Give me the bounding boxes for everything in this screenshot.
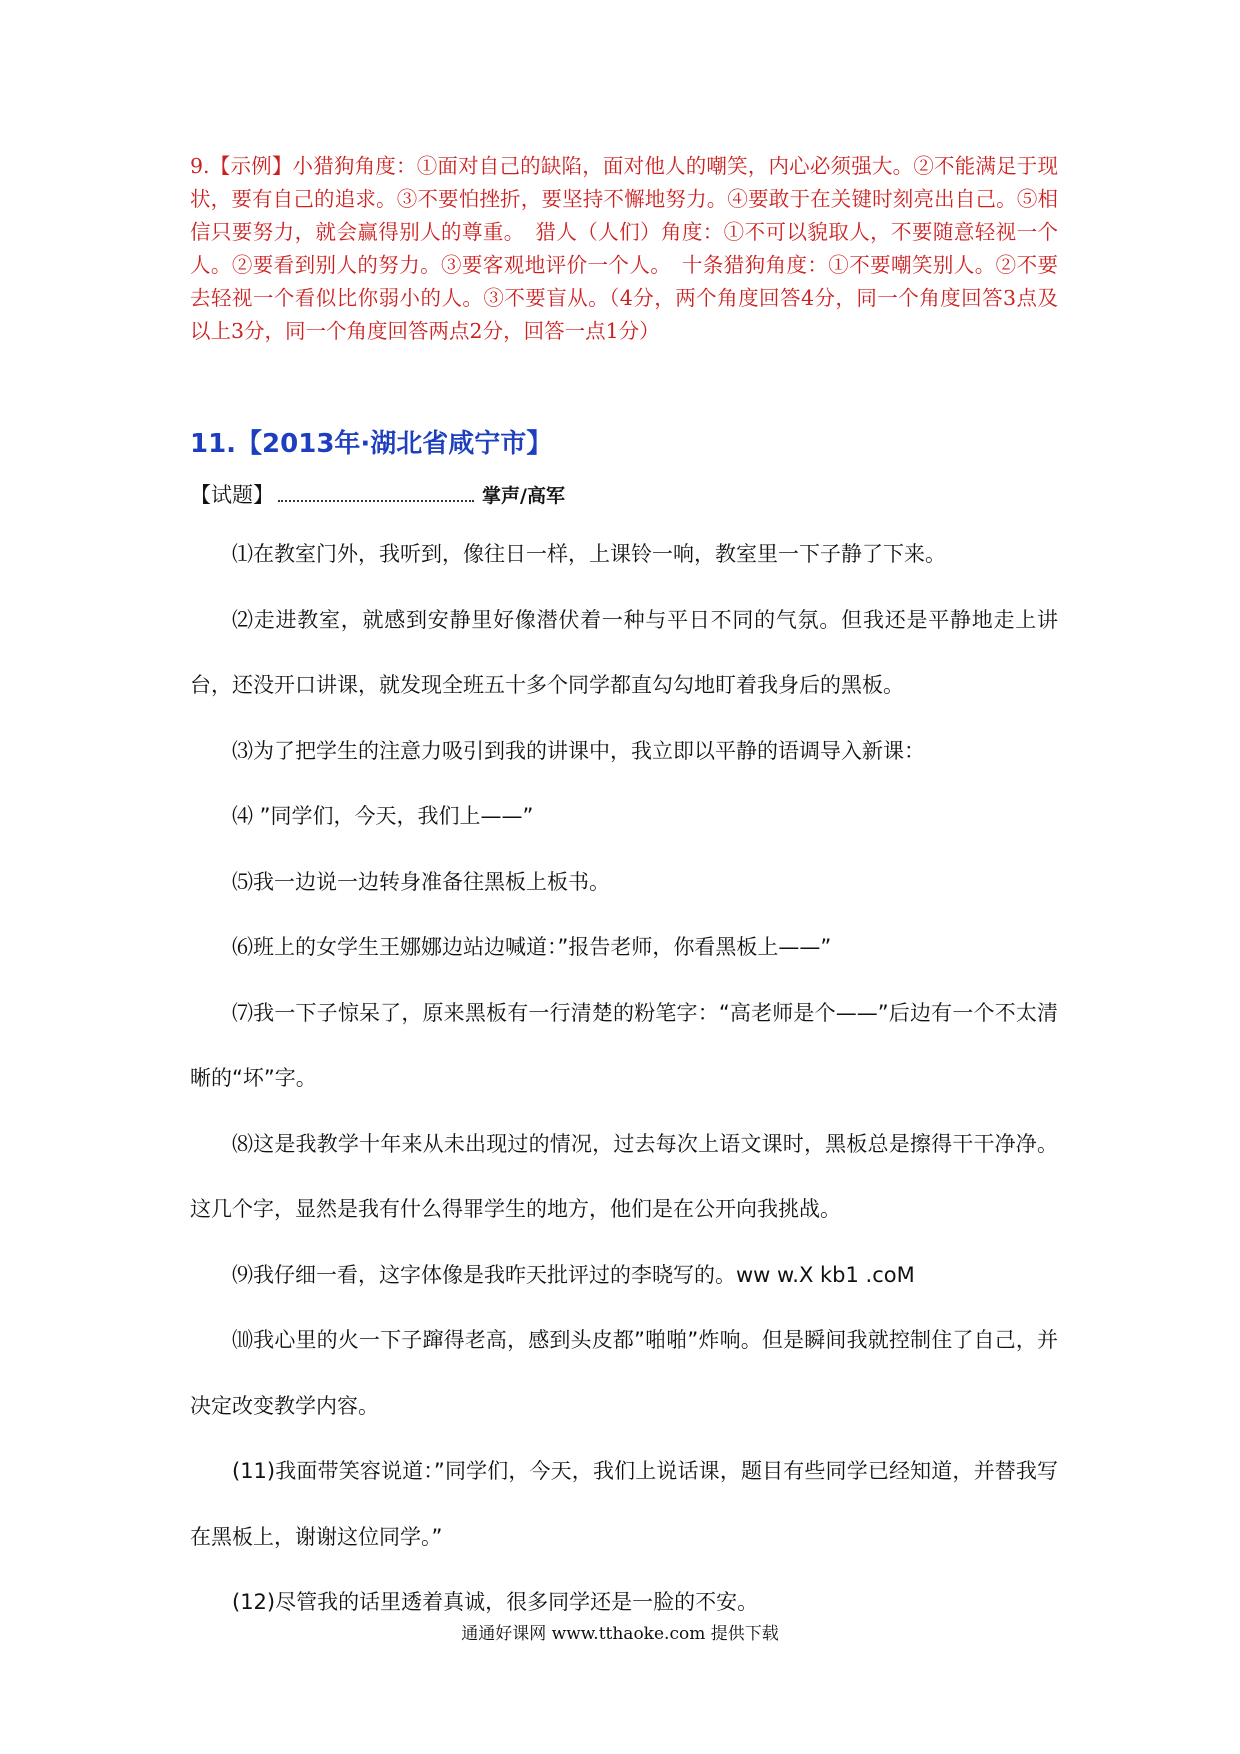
story-paragraph: ⑼我仔细一看，这字体像是我昨天批评过的李晓写的。ww w.X kb1 .coM bbox=[232, 1262, 915, 1287]
story-paragraph: ⑸我一边说一边转身准备往黑板上板书。 bbox=[232, 869, 610, 894]
story-paragraph: (11)我面带笑容说道：”同学们，今天，我们上说话课，题目有些同学已经知道，并替我写在黑板上，谢谢这位同学。” bbox=[190, 1459, 1058, 1549]
answer-paragraph: 9.【示例】小猎狗角度：①面对自己的缺陷，面对他人的嘲笑，内心必须强大。②不能满足于现状，要有自己的追求。③不要怕挫折，要坚持不懈地努力。④要敢于在关键时刻亮出自己。⑤相信只要努力，就会赢得别人的尊重。 猎人（人们）角度：①不可以貌取人，不要随意轻视一个人。②要看到别人的努力。③要客观地评价一个人。 十条猎狗角度：①不要嘲笑别人。②不要去轻视一个看似比你弱小的人。③不要盲从。（4分，两个角度回答4分，同一个角度回答3点及以上3分，同一个角度回答两点2分，回答一点1分） bbox=[190, 154, 1058, 343]
story-paragraph: (12)尽管我的话里透着真诚，很多同学还是一脸的不安。 bbox=[232, 1590, 759, 1614]
story-title: 掌声/高军 bbox=[482, 485, 565, 507]
question-subhead bbox=[190, 478, 565, 513]
story-paragraphs bbox=[190, 522, 1058, 1636]
question-label: 【试题】 bbox=[190, 483, 274, 507]
story-paragraph: ⑺我一下子惊呆了，原来黑板有一行清楚的粉笔字：“高老师是个——”后边有一个不太清晰的“坏”字。 bbox=[190, 1000, 1058, 1090]
story-paragraph: ⑽我心里的火一下子蹿得老高，感到头皮都”啪啪”炸响。但是瞬间我就控制住了自己，并决定改变教学内容。 bbox=[190, 1328, 1058, 1418]
page-footer: 通通好课网 www.tthaoke.com 提供下载 bbox=[461, 1624, 779, 1644]
story-paragraph: ⑹班上的女学生王娜娜边站边喊道：”报告老师，你看黑板上——” bbox=[232, 935, 832, 959]
story-paragraph: ⑻这是我教学十年来从未出现过的情况，过去每次上语文课时，黑板总是擦得干干净净。这几个字，显然是我有什么得罪学生的地方，他们是在公开向我挑战。 bbox=[190, 1131, 1058, 1221]
section-heading: 11.【2013年·湖北省咸宁市】 bbox=[190, 429, 553, 459]
dotted-leader bbox=[278, 486, 474, 502]
story-paragraph: ⑷ ”同学们，今天，我们上——” bbox=[232, 804, 534, 828]
story-paragraph: ⑶为了把学生的注意力吸引到我的讲课中，我立即以平静的语调导入新课： bbox=[232, 738, 925, 763]
story-paragraph: ⑴在教室门外，我听到，像往日一样，上课铃一响，教室里一下子静了下来。 bbox=[232, 542, 946, 566]
story-paragraph: ⑵走进教室，就感到安静里好像潜伏着一种与平日不同的气氛。但我还是平静地走上讲台，还没开口讲课，就发现全班五十多个同学都直勾勾地盯着我身后的黑板。 bbox=[190, 607, 1058, 697]
